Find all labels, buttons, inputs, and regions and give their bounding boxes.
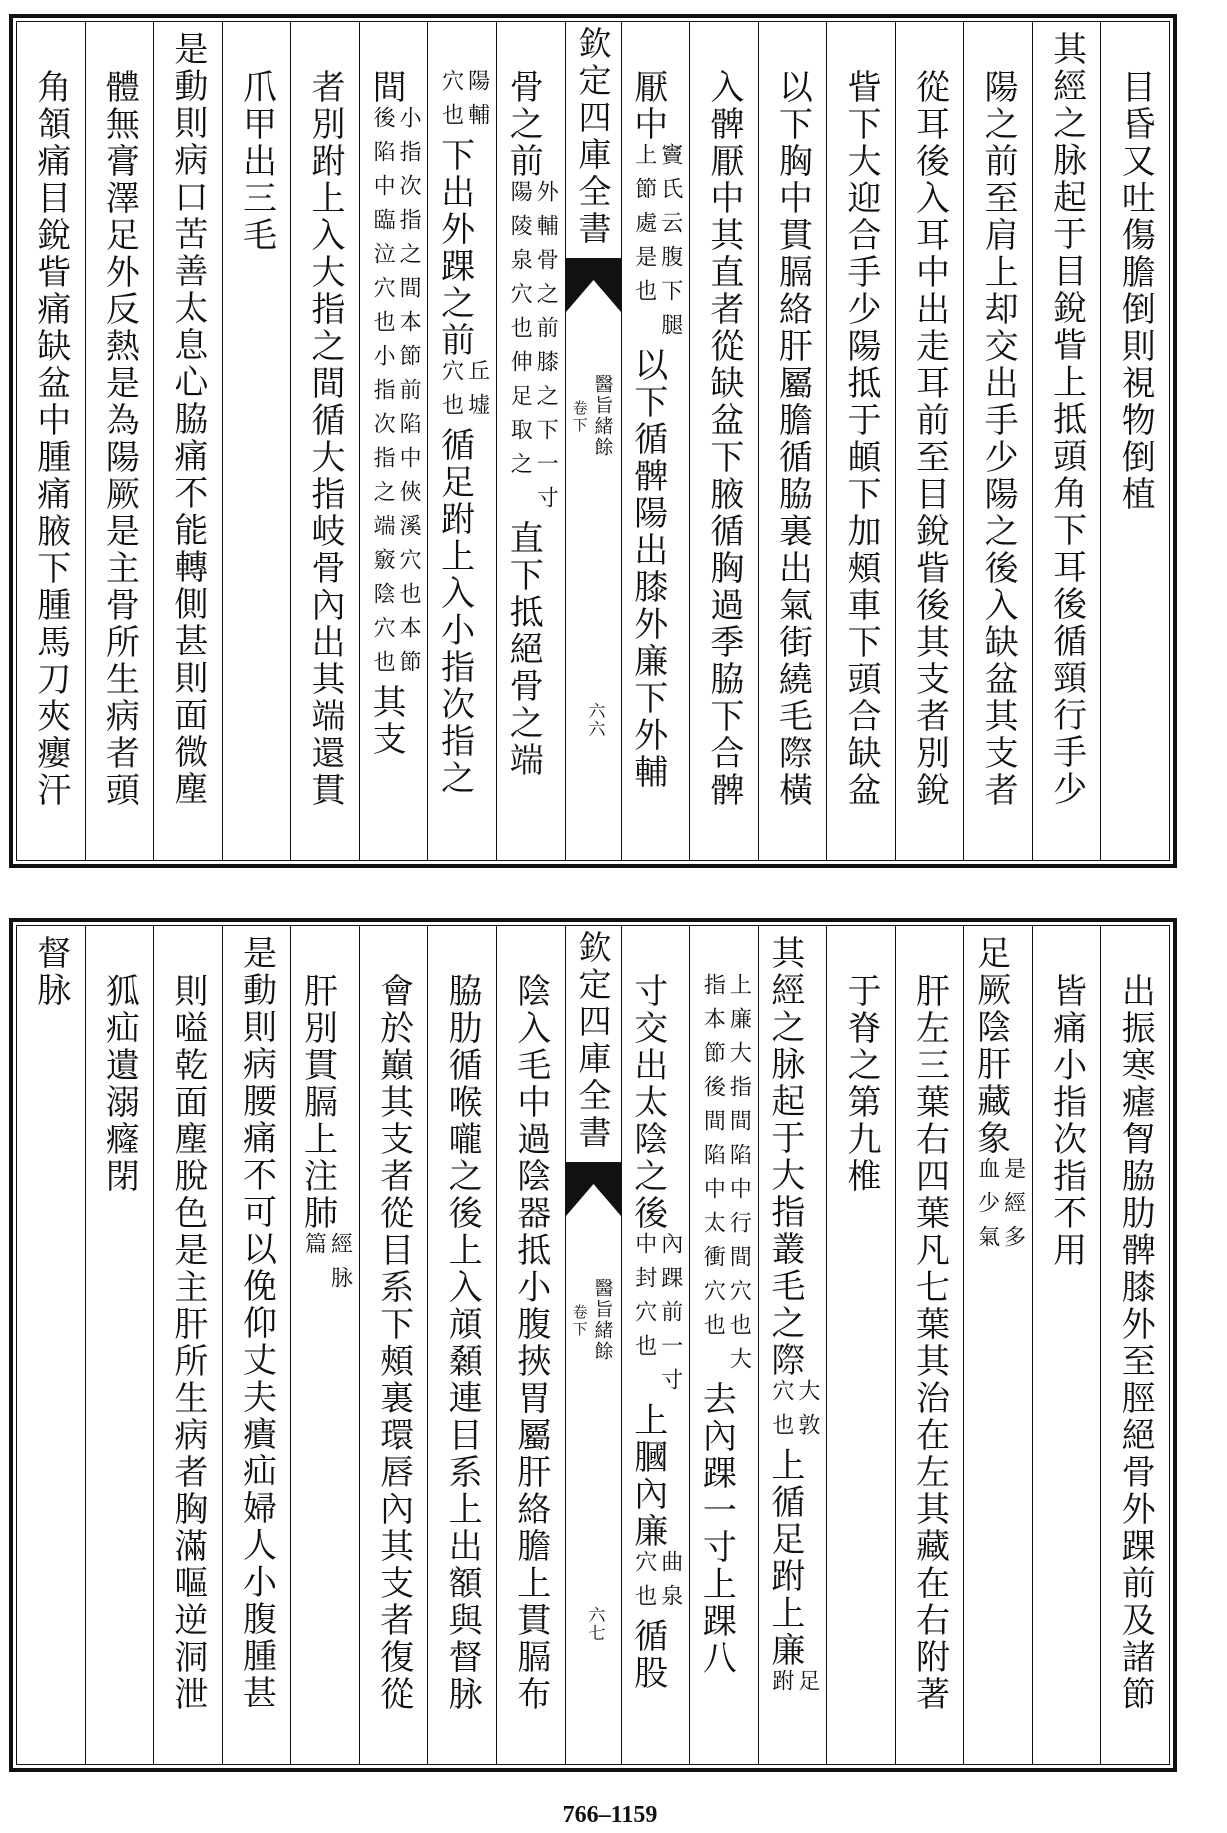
main-text: 目昏又吐傷膽倒則視物倒植 (1115, 69, 1156, 513)
main-text: 厭中 (627, 69, 668, 143)
interlinear-note (974, 1157, 1026, 1259)
volume-label: 卷下 (570, 400, 589, 434)
text-column (826, 22, 895, 860)
main-text: 體無膏澤足外反熱是為陽厥是主骨所生病者頭 (99, 69, 140, 809)
main-text: 其經之脉起于大指叢毛之際 (764, 935, 805, 1379)
main-text: 下出外踝之前 (434, 137, 475, 359)
column-text (910, 69, 950, 860)
column-text (1047, 973, 1087, 1764)
column-text (628, 69, 683, 860)
column-text (628, 973, 683, 1764)
main-text: 狐疝遺溺癃閉 (99, 973, 140, 1195)
column-text (696, 973, 751, 1764)
note-right-line: 曲泉 (657, 1550, 683, 1618)
volume-label: 卷下 (570, 1304, 589, 1338)
text-column (85, 22, 154, 860)
text-column (427, 22, 496, 860)
main-text: 陰入毛中過陰器抵小腹挾胃屬肝絡膽上貫膈布 (510, 973, 551, 1713)
note-left-line: 上節處是也 (631, 143, 657, 313)
text-column (758, 926, 827, 1764)
main-text: 去內踝一寸上踝八 (696, 1381, 737, 1677)
note-right-line: 內踝前一寸 (657, 1232, 683, 1402)
note-left-line: 穴也 (768, 1379, 794, 1447)
note-left-line: 血少氣 (974, 1157, 1000, 1259)
text-column (153, 926, 222, 1764)
note-left-line: 後陷中臨泣穴也小指次指之端竅陰穴也 (370, 106, 396, 684)
column-text (1047, 31, 1087, 860)
page-panel-lower (9, 918, 1177, 1772)
interlinear-note (768, 1669, 820, 1703)
interlinear-note (301, 1232, 353, 1300)
main-text: 是動則病口苦善太息心脇痛不能轉側甚則面微塵 (167, 31, 208, 808)
interlinear-note (369, 106, 421, 684)
note-right-line: 是經多 (1000, 1157, 1026, 1259)
main-text: 循足跗上入小指次指之 (434, 427, 475, 797)
main-text: 以下胸中貫膈絡肝屬膽循脇裏出氣街繞毛際橫 (772, 69, 813, 809)
column-text (168, 973, 208, 1764)
column-text (841, 69, 881, 860)
column-text (366, 69, 421, 860)
main-text: 皆痛小指次指不用 (1046, 973, 1087, 1269)
note-left-line: 跗 (768, 1669, 794, 1703)
column-text (971, 935, 1026, 1764)
interlinear-note (506, 180, 558, 520)
text-column (689, 926, 758, 1764)
main-text: 則嗌乾面塵脫色是主肝所生病者胸滿嘔逆洞泄 (167, 973, 208, 1713)
text-column (290, 22, 359, 860)
column-text (442, 973, 482, 1764)
column-text (765, 935, 820, 1764)
page-number: 六七 (584, 1606, 605, 1642)
interlinear-note (438, 69, 490, 137)
text-column (17, 926, 85, 1764)
interlinear-note (631, 1232, 683, 1402)
column-text (511, 973, 551, 1764)
main-text: 以下循髀陽出膝外廉下外輔 (627, 347, 668, 791)
column-text (236, 935, 276, 1764)
note-right-line: 竇氏云腹下腿 (657, 143, 683, 347)
column-text (704, 69, 744, 860)
note-left-line: 穴也 (438, 359, 464, 427)
main-text: 入髀厭中其直者從缺盆下腋循胸過季脇下合髀 (703, 69, 744, 809)
main-text: 肝左三葉右四葉凡七葉其治在左其藏在右附著 (909, 973, 950, 1713)
text-column (153, 22, 222, 860)
main-text: 骨之前 (503, 69, 544, 180)
text-column (895, 926, 964, 1764)
column-text (298, 973, 353, 1764)
page-frame-lower (16, 925, 1170, 1765)
series-title: 欽定四庫全書 (573, 26, 613, 248)
column-text (31, 935, 71, 1764)
fish-tail-mark (566, 1162, 621, 1216)
note-right-line: 小指次指之間本節前陷中俠溪穴也本節 (396, 106, 422, 684)
column-text (168, 31, 208, 860)
text-column (17, 22, 85, 860)
text-column (1100, 926, 1169, 1764)
note-right-line: 陽輔 (464, 69, 490, 137)
text-column (895, 22, 964, 860)
main-text: 脇肋循喉嚨之後上入頏顙連目系上出額與督脉 (442, 973, 483, 1713)
text-column (689, 22, 758, 860)
note-right-line: 外輔骨之前膝之下一寸 (533, 180, 559, 520)
note-left-line: 陽陵泉穴也伸足取之 (507, 180, 533, 486)
column-text (374, 973, 414, 1764)
series-title: 欽定四庫全書 (573, 930, 613, 1152)
work-title: 醫旨緒餘 (591, 1278, 614, 1362)
column-text (841, 973, 881, 1764)
section-heading: 督脉 (30, 935, 71, 1009)
main-text: 眥下大迎合手少陽抵于頔下加頰車下頭合缺盆 (840, 69, 881, 809)
interlinear-note (699, 973, 751, 1381)
text-column (359, 22, 428, 860)
main-text: 于脊之第九椎 (840, 973, 881, 1195)
main-text: 寸交出太陰之後 (627, 973, 668, 1232)
column-text (435, 69, 490, 860)
text-column (427, 926, 496, 1764)
note-left-line: 篇 (301, 1232, 327, 1266)
main-text: 間 (366, 69, 407, 106)
fold-column (565, 22, 621, 860)
text-column (621, 926, 690, 1764)
interlinear-note (631, 1550, 683, 1618)
main-text: 爪甲出三毛 (236, 69, 277, 254)
text-column (1100, 22, 1169, 860)
text-column (496, 22, 565, 860)
column-text (236, 69, 276, 860)
page-frame-upper (16, 21, 1170, 861)
text-column (826, 926, 895, 1764)
note-right-line: 大敦 (794, 1379, 820, 1447)
interlinear-note (631, 143, 683, 347)
text-column (85, 926, 154, 1764)
text-column (222, 926, 291, 1764)
main-text: 者別跗上入大指之間循大指岐骨內出其端還貫 (305, 69, 346, 809)
interlinear-note (438, 359, 490, 427)
text-column (290, 926, 359, 1764)
interlinear-note (768, 1379, 820, 1447)
main-text: 上循足跗上廉 (764, 1447, 805, 1669)
note-left-line: 中封穴也 (631, 1232, 657, 1368)
page-panel-upper (9, 14, 1177, 868)
fold-column (565, 926, 621, 1764)
main-text: 其經之脉起于目銳眥上抵頭角下耳後循頸行手少 (1046, 31, 1087, 808)
page-number: 六六 (584, 702, 605, 738)
main-text: 直下抵絕骨之端 (503, 520, 544, 779)
text-column (496, 926, 565, 1764)
fish-tail-mark (566, 258, 621, 312)
note-right-line: 上廉大指間陷中行間穴也大 (726, 973, 752, 1381)
text-column (758, 22, 827, 860)
main-text: 其支 (366, 684, 407, 758)
note-left-line: 指本節後間陷中太衝穴也 (700, 973, 726, 1347)
note-right-line: 經脉 (327, 1232, 353, 1300)
note-right-line: 足 (794, 1669, 820, 1703)
catalog-number: 766–1159 (562, 1802, 658, 1828)
work-title: 醫旨緒餘 (591, 374, 614, 458)
text-column (359, 926, 428, 1764)
column-text (99, 973, 139, 1764)
main-text: 是動則病腰痛不可以俛仰丈夫㿉疝婦人小腹腫甚 (236, 935, 277, 1712)
column-text (503, 69, 558, 860)
column-text (772, 69, 812, 860)
main-text: 肝別貫膈上注肺 (297, 973, 338, 1232)
column-text (305, 69, 345, 860)
column-text (910, 973, 950, 1764)
column-text (978, 69, 1018, 860)
text-column (1032, 926, 1101, 1764)
note-right-line: 丘墟 (464, 359, 490, 427)
text-column (222, 22, 291, 860)
text-column (1032, 22, 1101, 860)
column-text (1115, 973, 1155, 1764)
main-text: 出振寒瘧胷脇肋髀膝外至脛絕骨外踝前及諸節 (1115, 973, 1156, 1713)
column-text (31, 69, 71, 860)
text-column (963, 22, 1032, 860)
main-text: 角頷痛目銳眥痛缺盆中腫痛腋下腫馬刀夾癭汗 (30, 69, 71, 809)
main-text: 循股 (627, 1618, 668, 1692)
note-left-line: 穴也 (438, 69, 464, 137)
main-text: 足厥陰肝藏象 (970, 935, 1011, 1157)
main-text: 陽之前至肩上却交出手少陽之後入缺盆其支者 (978, 69, 1019, 809)
text-column (963, 926, 1032, 1764)
main-text: 會於巔其支者從目系下頰裏環唇內其支者復從 (373, 973, 414, 1713)
main-text: 上膕內廉 (627, 1402, 668, 1550)
column-text (99, 69, 139, 860)
main-text: 從耳後入耳中出走耳前至目銳眥後其支者別銳 (909, 69, 950, 809)
note-left-line: 穴也 (631, 1550, 657, 1618)
text-column (621, 22, 690, 860)
column-text (1115, 69, 1155, 860)
